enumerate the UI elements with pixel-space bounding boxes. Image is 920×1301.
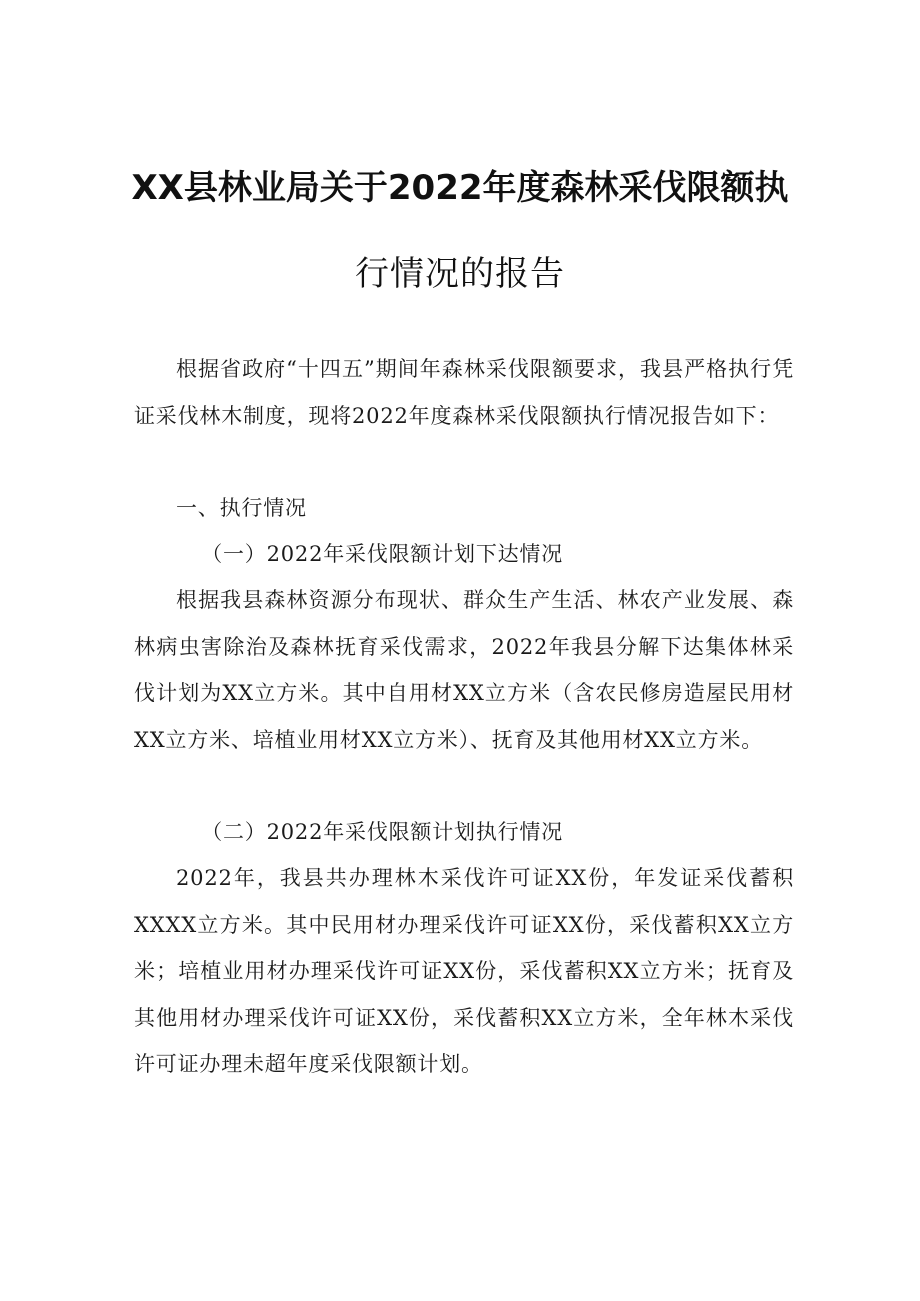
subsection-heading-plan-issued: （一）2022年采伐限额计划下达情况 — [201, 542, 564, 566]
intro-paragraph: 根据省政府“十四五”期间年森林采伐限额要求，我县严格执行凭证采伐林木制度，现将2022年度森林采伐限额执行情况报告如下： — [134, 357, 794, 428]
subsection-heading-plan-execution: （二）2022年采伐限额计划执行情况 — [201, 820, 564, 844]
subsection-paragraph-plan-issued: 根据我县森林资源分布现状、群众生产生活、林农产业发展、森林病虫害除治及森林抚育采伐需求，2022年我县分解下达集体林采伐计划为XX立方米。其中自用材XX立方米（含农民修房造屋民用材XX立方米、培植业用材XX立方米）、抚育及其他用材XX立方米。 — [134, 588, 794, 752]
section-heading-execution: 一、执行情况 — [176, 496, 307, 520]
document-title-line-2: 行情况的报告 — [355, 254, 565, 294]
subsection-paragraph-plan-execution: 2022年，我县共办理林木采伐许可证XX份，年发证采伐蓄积XXXX立方米。其中民用材办理采伐许可证XX份，采伐蓄积XX立方米；培植业用材办理采伐许可证XX份，采伐蓄积XX立方米；抚育及其他用材办理采伐许可证XX份，采伐蓄积XX立方米，全年林木采伐许可证办理未超年度采伐限额计划。 — [134, 866, 794, 1076]
document-title-line-1: XX县林业局关于2022年度森林采伐限额执 — [131, 168, 789, 208]
